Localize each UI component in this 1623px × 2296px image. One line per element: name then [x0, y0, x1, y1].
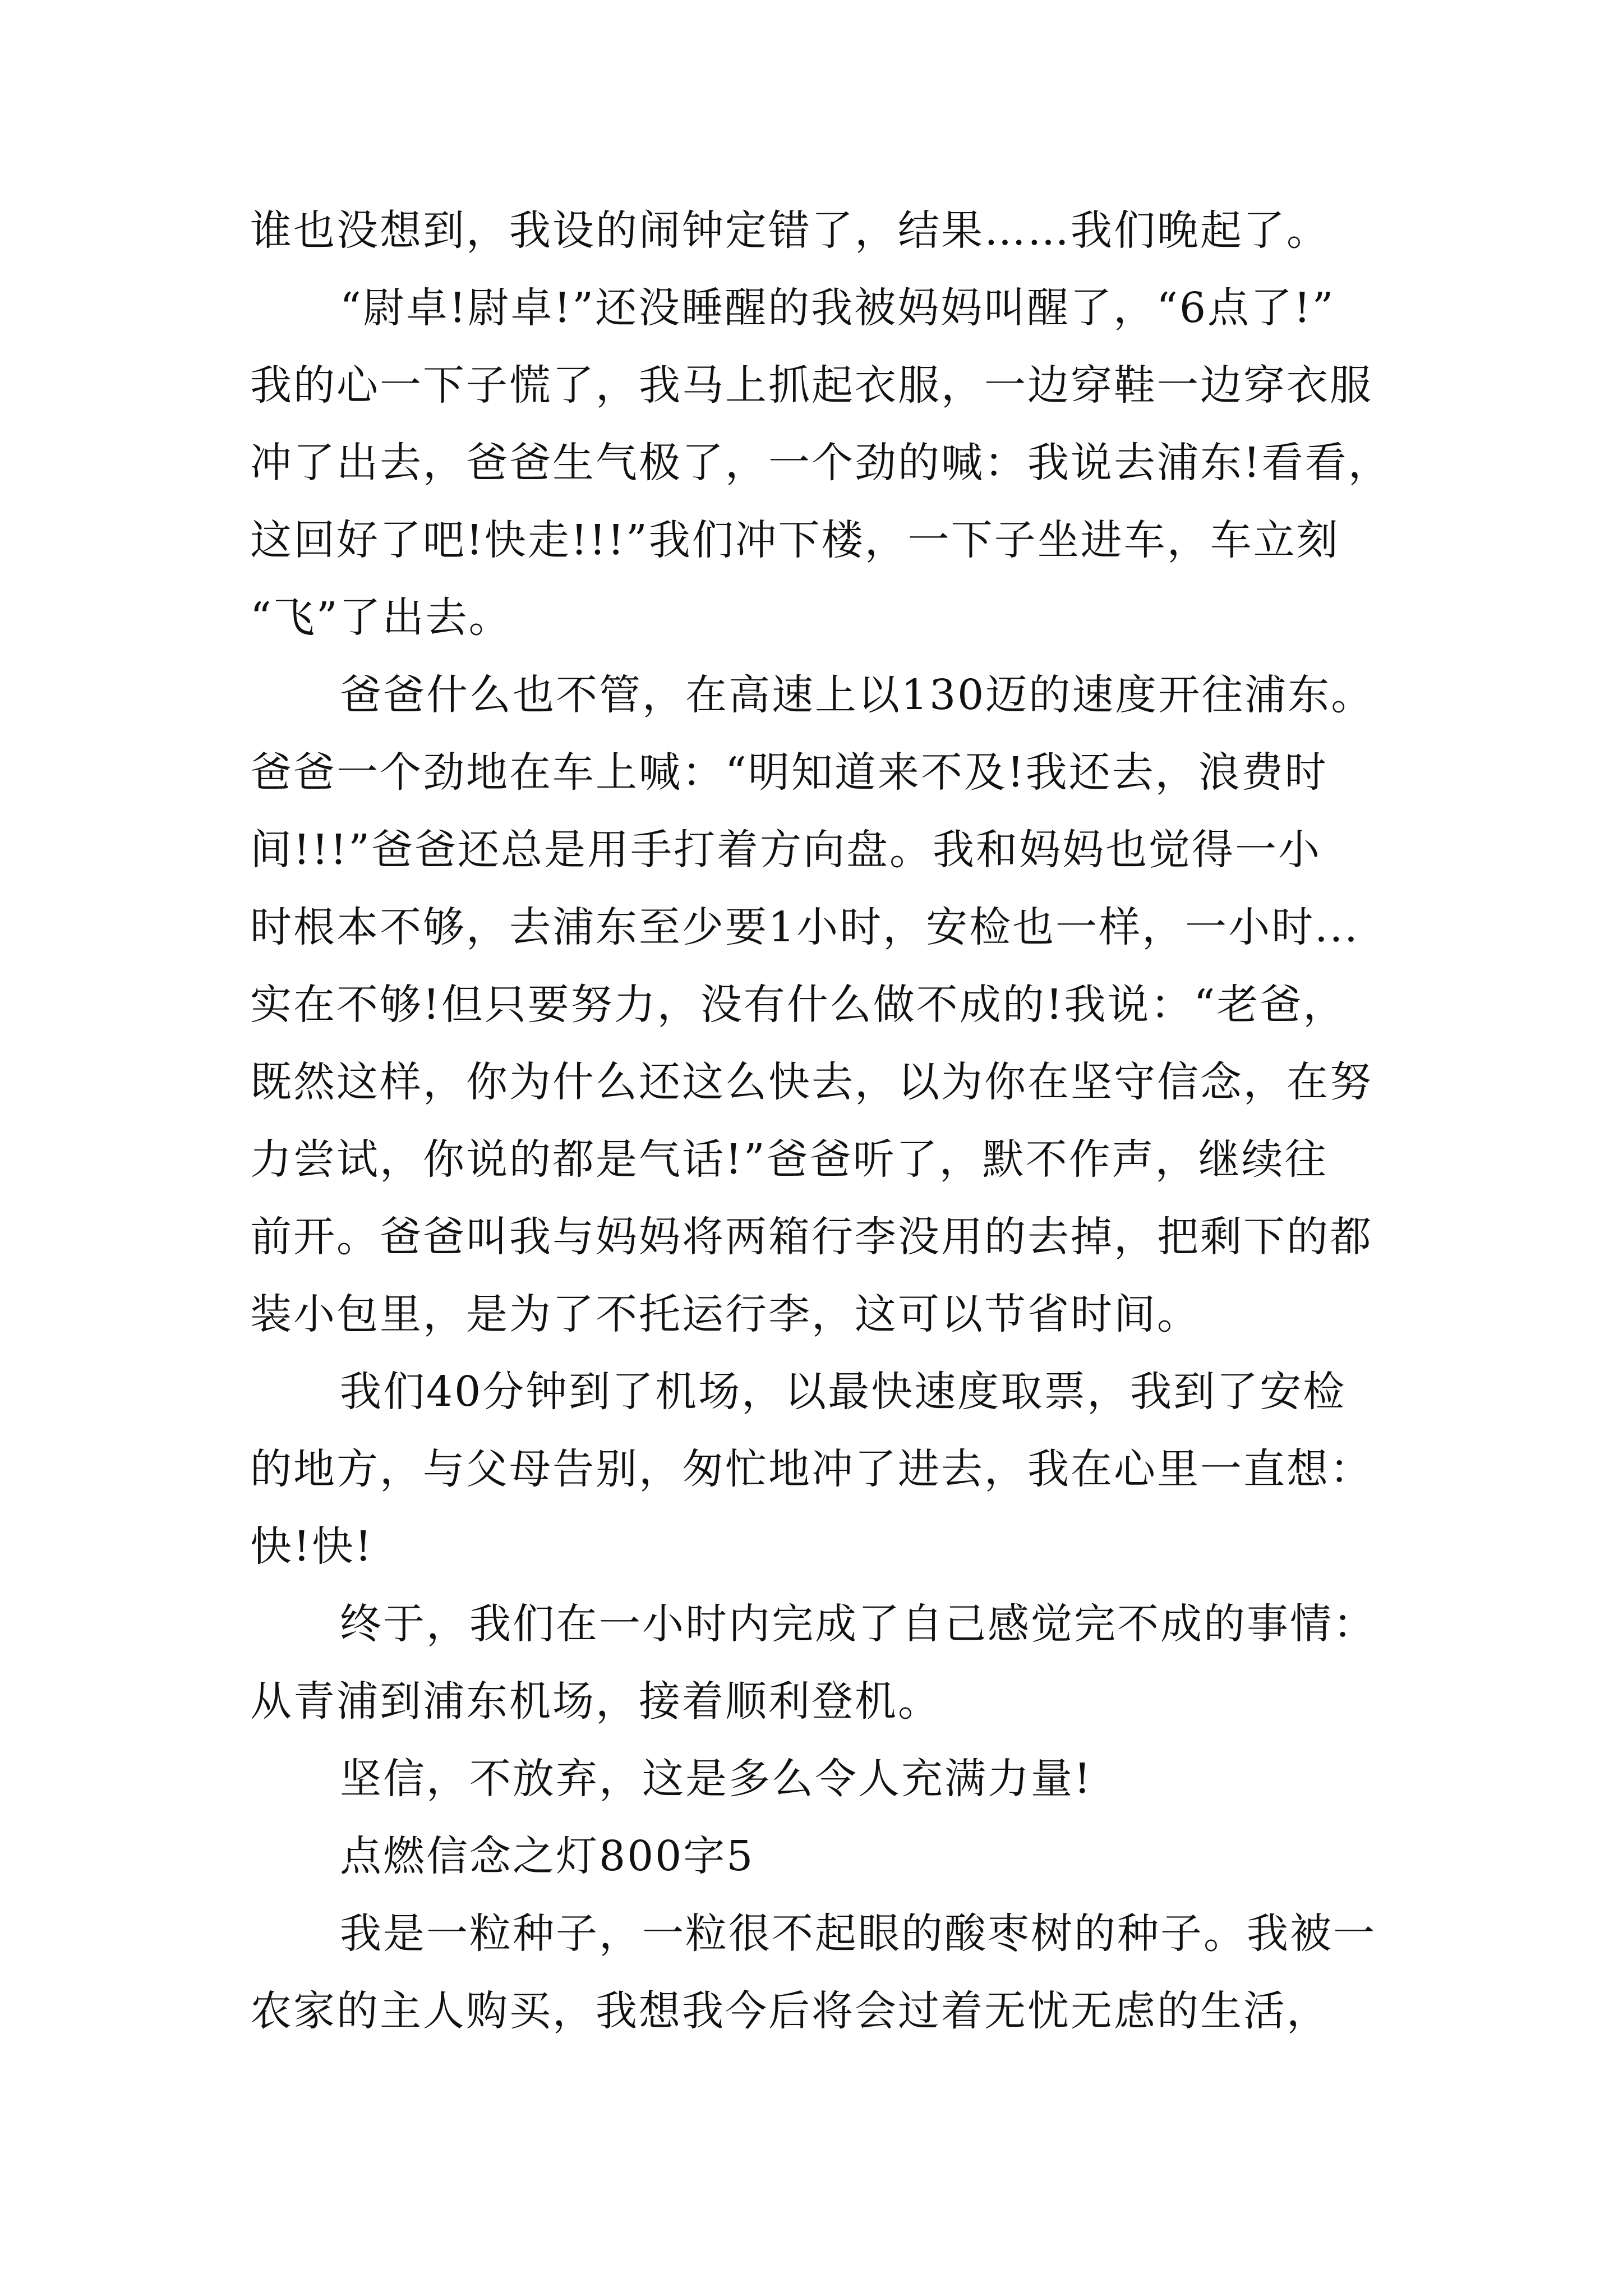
text-line: 从青浦到浦东机场，接着顺利登机。 [250, 1677, 941, 1726]
text-line: “飞”了出去。 [250, 593, 512, 642]
text-line: 实在不够!但只要努力，没有什么做不成的!我说：“老爸， [250, 981, 1347, 1029]
text-line: 农家的主人购买，我想我今后将会过着无忧无虑的生活， [250, 1987, 1330, 2035]
text-line: 前开。爸爸叫我与妈妈将两箱行李没用的去掉，把剩下的都 [250, 1213, 1373, 1261]
text-line: 我的心一下子慌了，我马上抓起衣服，一边穿鞋一边穿衣服 [250, 361, 1373, 409]
text-line: 既然这样，你为什么还这么快去，以为你在坚守信念，在努 [250, 1058, 1373, 1106]
text-line: 坚信，不放弃，这是多么令人充满力量! [340, 1755, 1092, 1803]
text-line: 谁也没想到，我设的闹钟定错了，结果……我们晚起了。 [250, 206, 1330, 255]
text-line: 爸爸什么也不管，在高速上以130迈的速度开往浦东。 [340, 671, 1375, 719]
text-line: 冲了出去，爸爸生气极了，一个劲的喊：我说去浦东!看看， [250, 439, 1391, 487]
text-line: 这回好了吧!快走!!!”我们冲下楼，一下子坐进车，车立刻 [250, 516, 1340, 564]
text-line: 快!快! [250, 1522, 374, 1571]
text-line: 我们40分钟到了机场，以最快速度取票，我到了安检 [340, 1368, 1347, 1416]
text-line: 装小包里，是为了不托运行李，这可以节省时间。 [250, 1290, 1200, 1338]
section-heading: 点燃信念之灯800字5 [340, 1832, 755, 1880]
text-line: 间!!!”爸爸还总是用手打着方向盘。我和妈妈也觉得一小 [250, 826, 1322, 874]
document-body [250, 192, 1389, 2050]
text-line: 的地方，与父母告别，匆忙地冲了进去，我在心里一直想： [250, 1445, 1373, 1493]
text-line: “尉卓!尉卓!”还没睡醒的我被妈妈叫醒了，“6点了!” [340, 284, 1335, 332]
text-line: 力尝试，你说的都是气话!”爸爸听了，默不作声，继续往 [250, 1135, 1328, 1184]
text-line: 我是一粒种子，一粒很不起眼的酸枣树的种子。我被一 [340, 1910, 1376, 1958]
text-line: 终于，我们在一小时内完成了自己感觉完不成的事情： [340, 1600, 1376, 1648]
text-line: 爸爸一个劲地在车上喊：“明知道来不及!我还去，浪费时 [250, 748, 1328, 797]
text-line: 时根本不够，去浦东至少要1小时，安检也一样，一小时... [250, 903, 1359, 951]
